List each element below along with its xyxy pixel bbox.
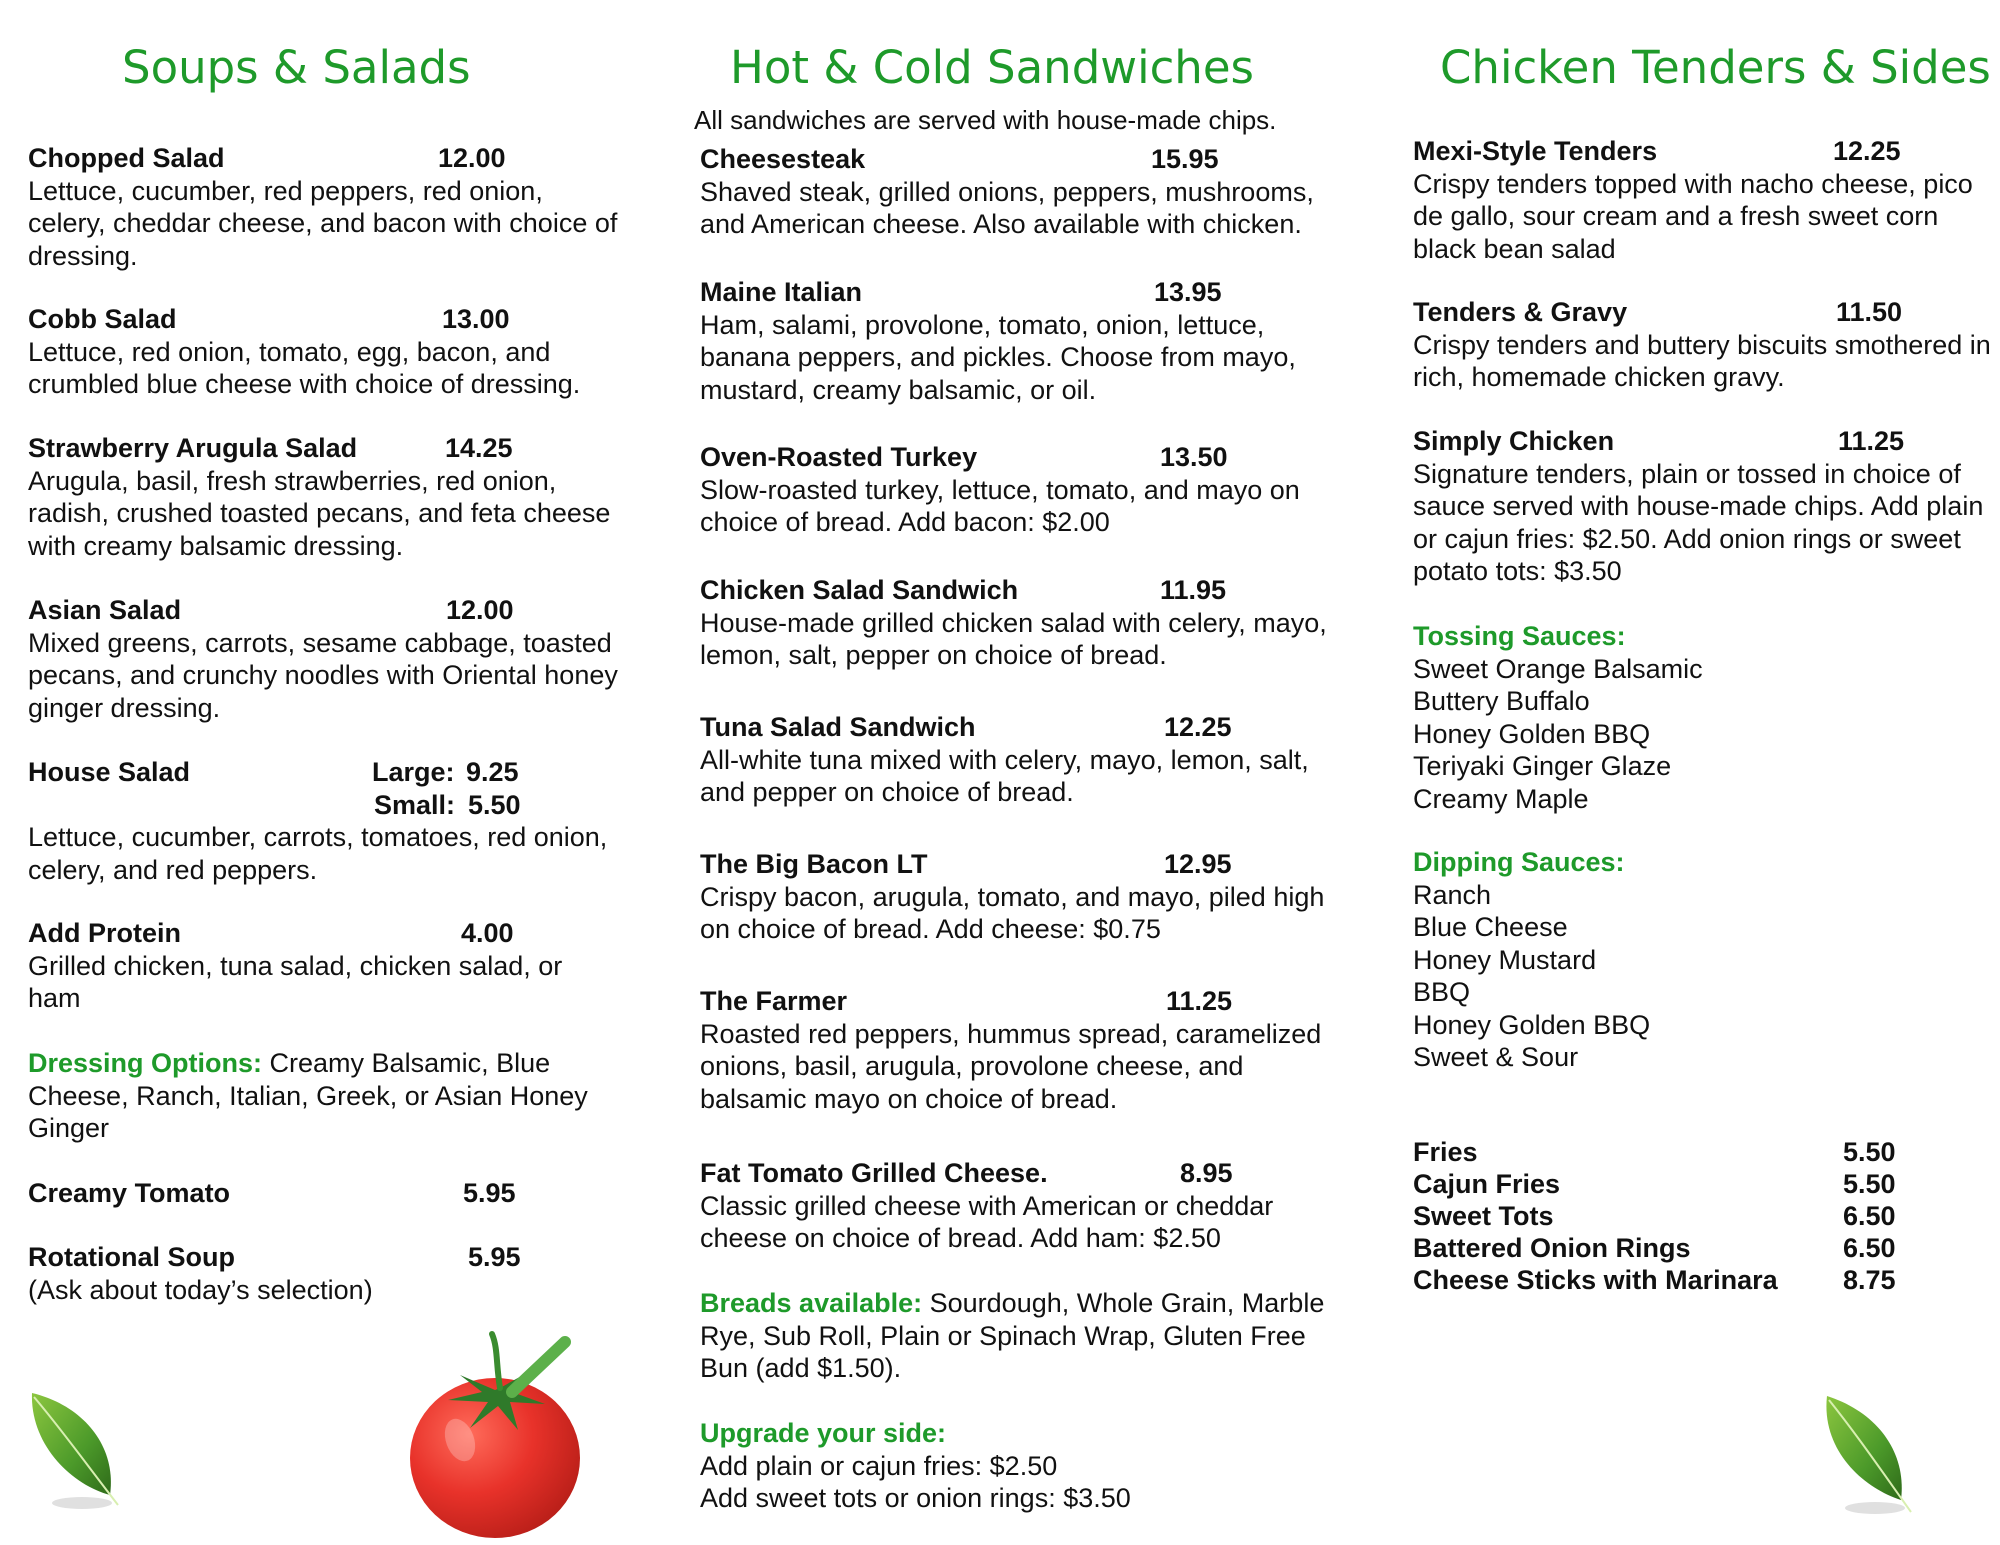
item-name: Asian Salad xyxy=(28,595,182,625)
item-name: Mexi-Style Tenders xyxy=(1413,136,1658,166)
item-price: 5.95 xyxy=(468,1242,521,1272)
item-description: Shaved steak, grilled onions, peppers, mushrooms, and American cheese. Also available with chicken. xyxy=(700,176,1314,239)
basil-leaf-icon xyxy=(1815,1390,1925,1520)
tossing-sauces xyxy=(1413,620,1973,815)
item-name: Cobb Salad xyxy=(28,304,177,334)
item-description: House-made grilled chicken salad with celery, mayo, lemon, salt, pepper on choice of bread. xyxy=(700,607,1327,670)
item-price: 13.50 xyxy=(1160,442,1228,472)
item-description: Crispy tenders topped with nacho cheese, pico de gallo, sour cream and a fresh sweet corn black bean salad xyxy=(1413,168,1973,264)
side-name: Battered Onion Rings xyxy=(1413,1233,1691,1263)
sauce-item: Blue Cheese xyxy=(1413,912,1568,942)
item-price: 11.95 xyxy=(1160,575,1227,605)
menu-item-chicken-salad-sandwich xyxy=(700,574,1350,672)
item-price: 12.95 xyxy=(1164,849,1232,879)
tomato-icon xyxy=(400,1330,590,1540)
item-price: 5.95 xyxy=(463,1178,516,1208)
menu-item-maine-italian xyxy=(700,276,1350,406)
item-name: Maine Italian xyxy=(700,277,863,307)
side-price: 5.50 xyxy=(1843,1169,1896,1199)
sauce-item: Creamy Maple xyxy=(1413,783,1589,814)
item-description: Crispy bacon, arugula, tomato, and mayo, piled high on choice of bread. Add cheese: $0.75 xyxy=(700,881,1325,944)
sauce-item: Buttery Buffalo xyxy=(1413,686,1590,716)
sauce-item: Honey Golden BBQ xyxy=(1413,1009,1651,1040)
menu-item-oven-roasted-turkey xyxy=(700,441,1350,539)
menu-item-cheesesteak xyxy=(700,143,1350,241)
item-description: Classic grilled cheese with American or cheddar cheese on choice of bread. Add ham: $2.50 xyxy=(700,1190,1274,1253)
breads-available xyxy=(700,1287,1350,1385)
item-price: 8.95 xyxy=(1180,1158,1233,1188)
side-name: Fries xyxy=(1413,1137,1478,1167)
item-price: 4.00 xyxy=(461,918,514,948)
dressing-options-text: Creamy Balsamic, Blue Cheese, Ranch, Italian, Greek, or Asian Honey Ginger xyxy=(28,1048,588,1143)
upgrade-side xyxy=(700,1417,1350,1515)
item-price-small: 5.50 xyxy=(468,789,521,820)
item-name: Strawberry Arugula Salad xyxy=(28,433,358,463)
item-name: Chicken Salad Sandwich xyxy=(700,575,1019,605)
sauce-item: Teriyaki Ginger Glaze xyxy=(1413,751,1672,781)
item-name: Cheesesteak xyxy=(700,144,866,174)
menu-item-big-bacon-lt xyxy=(700,848,1350,946)
tossing-sauces-label: Tossing Sauces: xyxy=(1413,621,1626,651)
item-price: 15.95 xyxy=(1151,144,1219,174)
side-name: Sweet Tots xyxy=(1413,1201,1554,1231)
menu-item-simply-chicken xyxy=(1413,425,1993,588)
menu-item-tuna-salad-sandwich xyxy=(700,711,1350,809)
menu-item-tenders-gravy xyxy=(1413,296,1993,394)
item-name: The Farmer xyxy=(700,986,848,1016)
item-name: Chopped Salad xyxy=(28,143,225,173)
item-description: Grilled chicken, tuna salad, chicken salad, or ham xyxy=(28,950,563,1013)
sauce-item: BBQ xyxy=(1413,977,1471,1007)
menu-item-fat-tomato-grilled-cheese xyxy=(700,1157,1350,1255)
side-price: 8.75 xyxy=(1843,1265,1896,1295)
side-price: 5.50 xyxy=(1843,1137,1896,1167)
upgrade-side-line: Add plain or cajun fries: $2.50 xyxy=(700,1450,1058,1481)
item-name: Simply Chicken xyxy=(1413,426,1615,456)
item-price-large: 9.25 xyxy=(466,757,519,787)
dressing-options xyxy=(28,1047,618,1145)
item-price: 11.25 xyxy=(1838,426,1905,456)
item-name: Rotational Soup xyxy=(28,1242,235,1272)
section-heading-soups-salads: Soups & Salads xyxy=(122,41,471,94)
item-name: The Big Bacon LT xyxy=(700,849,928,879)
side-item-sweet-tots xyxy=(1413,1200,1933,1232)
upgrade-side-line: Add sweet tots or onion rings: $3.50 xyxy=(700,1483,1131,1513)
side-item-onion-rings xyxy=(1413,1232,1933,1264)
item-name: Tenders & Gravy xyxy=(1413,297,1628,327)
item-price: 12.00 xyxy=(438,143,506,173)
side-item-cajun-fries xyxy=(1413,1168,1933,1200)
item-name: Fat Tomato Grilled Cheese. xyxy=(700,1158,1048,1188)
item-description: (Ask about today’s selection) xyxy=(28,1274,373,1305)
menu-item-chopped-salad xyxy=(28,142,618,272)
item-description: Lettuce, cucumber, carrots, tomatoes, red onion, celery, and red peppers. xyxy=(28,822,608,885)
item-price: 11.25 xyxy=(1166,986,1233,1016)
upgrade-side-label: Upgrade your side: xyxy=(700,1418,947,1448)
item-description: Roasted red peppers, hummus spread, caramelized onions, basil, arugula, provolone cheese, and balsamic mayo on choice of bread. xyxy=(700,1018,1322,1114)
side-item-cheese-sticks xyxy=(1413,1264,1933,1296)
sauce-item: Sweet Orange Balsamic xyxy=(1413,653,1703,684)
item-description: Signature tenders, plain or tossed in choice of sauce served with house-made chips. Add plain or cajun fries: $2.50. Add onion rings or sweet potato tots: $3.50 xyxy=(1413,458,1984,586)
section-heading-sandwiches: Hot & Cold Sandwiches xyxy=(730,41,1254,94)
item-price: 12.25 xyxy=(1164,712,1232,742)
side-price: 6.50 xyxy=(1843,1233,1896,1263)
menu-item-add-protein xyxy=(28,917,618,1015)
item-price: 12.00 xyxy=(446,595,514,625)
item-price: 11.50 xyxy=(1836,297,1903,327)
menu-item-house-salad xyxy=(28,756,618,886)
side-price: 6.50 xyxy=(1843,1201,1896,1231)
item-price: 14.25 xyxy=(445,433,513,463)
item-description: All-white tuna mixed with celery, mayo, lemon, salt, and pepper on choice of bread. xyxy=(700,744,1309,807)
item-price: 12.25 xyxy=(1833,136,1901,166)
menu-item-cobb-salad xyxy=(28,303,618,401)
item-description: Arugula, basil, fresh strawberries, red onion, radish, crushed toasted pecans, and feta cheese with creamy balsamic dressing. xyxy=(28,465,611,561)
item-description: Ham, salami, provolone, tomato, onion, lettuce, banana peppers, and pickles. Choose from mayo, mustard, creamy balsamic, or oil. xyxy=(700,309,1296,405)
item-name: Tuna Salad Sandwich xyxy=(700,712,976,742)
menu-item-creamy-tomato xyxy=(28,1177,618,1210)
item-name: Oven-Roasted Turkey xyxy=(700,442,978,472)
item-description: Slow-roasted turkey, lettuce, tomato, and mayo on choice of bread. Add bacon: $2.00 xyxy=(700,474,1300,537)
item-price: 13.95 xyxy=(1154,277,1222,307)
sauce-item: Honey Mustard xyxy=(1413,944,1597,975)
size-label-small: Small: xyxy=(374,789,456,820)
sides-list xyxy=(1413,1136,1933,1296)
sandwiches-intro: All sandwiches are served with house-made chips. xyxy=(694,105,1277,135)
item-price: 13.00 xyxy=(442,304,510,334)
item-description: Mixed greens, carrots, sesame cabbage, toasted pecans, and crunchy noodles with Oriental honey ginger dressing. xyxy=(28,627,618,723)
menu-item-rotational-soup xyxy=(28,1241,618,1306)
item-name: House Salad xyxy=(28,757,191,787)
item-name: Creamy Tomato xyxy=(28,1178,231,1208)
size-label-large: Large: xyxy=(372,757,455,787)
item-description: Lettuce, red onion, tomato, egg, bacon, and crumbled blue cheese with choice of dressing. xyxy=(28,336,581,399)
menu-item-mexi-style-tenders xyxy=(1413,135,1993,265)
dipping-sauces xyxy=(1413,846,1973,1074)
menu-item-strawberry-arugula-salad xyxy=(28,432,618,562)
side-item-fries xyxy=(1413,1136,1933,1168)
sauce-item: Ranch xyxy=(1413,879,1492,910)
sauce-item: Sweet & Sour xyxy=(1413,1042,1579,1072)
item-description: Lettuce, cucumber, red peppers, red onion, celery, cheddar cheese, and bacon with choice of dressing. xyxy=(28,175,618,271)
side-name: Cajun Fries xyxy=(1413,1169,1561,1199)
section-heading-tenders-sides: Chicken Tenders & Sides xyxy=(1440,41,1991,94)
item-description: Crispy tenders and buttery biscuits smothered in rich, homemade chicken gravy. xyxy=(1413,329,1991,392)
menu-item-the-farmer xyxy=(700,985,1350,1115)
menu-item-asian-salad xyxy=(28,594,618,724)
breads-available-text: Sourdough, Whole Grain, Marble Rye, Sub Roll, Plain or Spinach Wrap, Gluten Free Bun (add $1.50). xyxy=(700,1288,1325,1383)
basil-leaf-icon xyxy=(22,1385,132,1515)
sauce-item: Honey Golden BBQ xyxy=(1413,718,1651,749)
breads-available-label: Breads available: xyxy=(700,1288,923,1318)
side-name: Cheese Sticks with Marinara xyxy=(1413,1265,1778,1295)
dressing-options-label: Dressing Options: xyxy=(28,1048,263,1078)
dipping-sauces-label: Dipping Sauces: xyxy=(1413,847,1625,877)
item-name: Add Protein xyxy=(28,918,181,948)
